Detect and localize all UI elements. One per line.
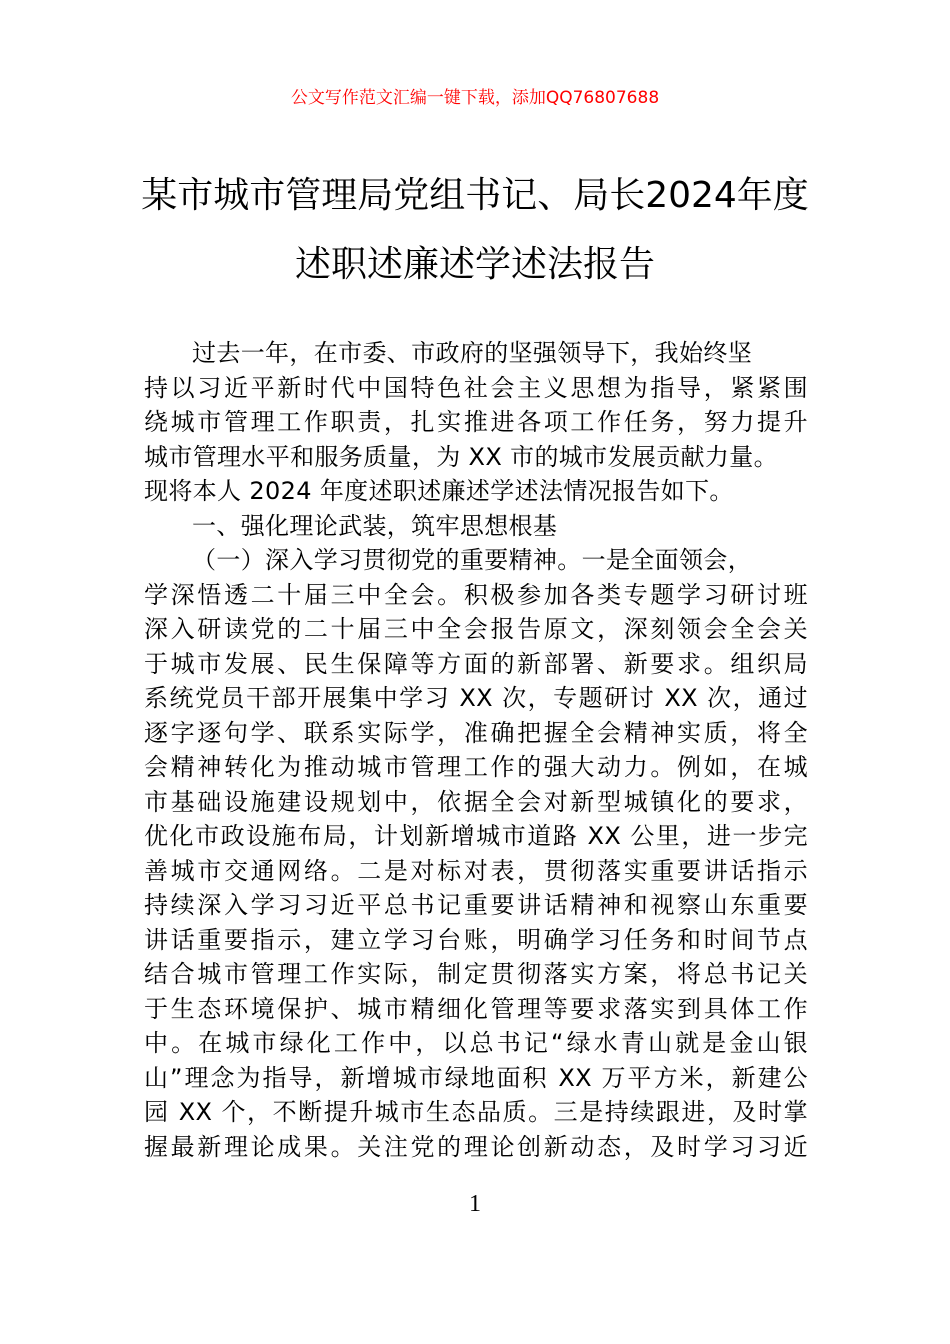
body-line: 握最新理论成果。关注党的理论创新动态，及时学习习近	[144, 1132, 808, 1161]
body-line: 讲话重要指示，建立学习台账，明确学习任务和时间节点	[144, 925, 808, 954]
body-line: 深入研读党的二十届三中全会报告原文，深刻领会全会关	[144, 615, 808, 643]
document-title-line-1: 某市城市管理局党组书记、局长2024年度	[141, 175, 809, 216]
body-line: 于生态环境保护、城市精细化管理等要求落实到具体工作	[144, 994, 808, 1023]
body-line: 逐字逐句学、联系实际学，准确把握全会精神实质，将全	[144, 718, 808, 747]
document-body	[144, 336, 808, 1164]
body-line: 学深悟透二十届三中全会。积极参加各类专题学习研讨班	[144, 580, 808, 609]
body-line: 优化市政设施布局，计划新增城市道路 XX 公里，进一步完	[144, 822, 808, 850]
body-line: 城市管理水平和服务质量，为 XX 市的城市发展贡献力量。	[144, 442, 778, 471]
body-line: 于城市发展、民生保障等方面的新部署、新要求。组织局	[144, 649, 808, 678]
body-line: 持续深入学习习近平总书记重要讲话精神和视察山东重要	[144, 891, 808, 919]
body-line: 持以习近平新时代中国特色社会主义思想为指导，紧紧围	[144, 373, 808, 402]
body-line: 绕城市管理工作职责，扎实推进各项工作任务，努力提升	[144, 408, 808, 436]
page-number: 1	[469, 1191, 481, 1217]
body-line: 中。在城市绿化工作中，以总书记“绿水青山就是金山银	[144, 1029, 808, 1057]
body-line: 过去一年，在市委、市政府的坚强领导下，我始终坚	[192, 339, 753, 367]
body-line: 现将本人 2024 年度述职述廉述学述法情况报告如下。	[144, 477, 734, 505]
document-title-line-2: 述职述廉述学述法报告	[294, 244, 655, 285]
body-line: 市基础设施建设规划中，依据全会对新型城镇化的要求，	[144, 787, 808, 816]
body-line: 园 XX 个，不断提升城市生态品质。三是持续跟进，及时掌	[144, 1098, 808, 1126]
body-line: 山”理念为指导，新增城市绿地面积 XX 万平方米，新建公	[144, 1063, 808, 1092]
subsection-heading: （一）深入学习贯彻党的重要精神。一是全面领会，	[192, 546, 753, 574]
body-line: 会精神转化为推动城市管理工作的强大动力。例如，在城	[144, 753, 808, 781]
body-line: 结合城市管理工作实际，制定贯彻落实方案，将总书记关	[144, 960, 808, 988]
body-line: 系统党员干部开展集中学习 XX 次，专题研讨 XX 次，通过	[144, 684, 808, 712]
section-heading: 一、强化理论武装，筑牢思想根基	[192, 511, 558, 540]
watermark-banner: 公文写作范文汇编一键下载，添加QQ76807688	[290, 88, 660, 108]
body-line: 善城市交通网络。二是对标对表，贯彻落实重要讲话指示	[144, 856, 808, 885]
